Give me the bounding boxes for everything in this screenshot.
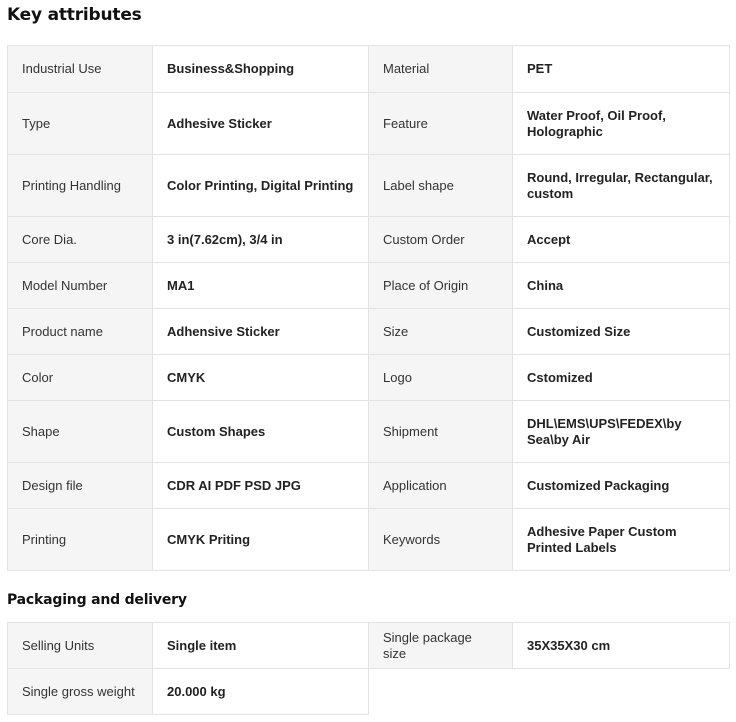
attribute-name: Industrial Use [8,46,153,93]
attribute-name: Core Dia. [8,217,153,263]
key-attributes-table [7,45,730,571]
attribute-value: Adhesive Sticker [153,93,369,155]
attribute-row [8,401,730,463]
attribute-row [8,669,730,715]
attribute-name: Keywords [369,509,513,571]
attribute-name: Model Number [8,263,153,309]
attribute-name: Printing Handling [8,155,153,217]
attribute-name: Selling Units [8,623,153,669]
attribute-name: Application [369,463,513,509]
empty-cell [513,669,730,715]
attribute-value: Color Printing, Digital Printing [153,155,369,217]
attribute-row [8,509,730,571]
attribute-row [8,623,730,669]
attribute-value: Customized Size [513,309,730,355]
attribute-name: Product name [8,309,153,355]
attribute-name: Single gross weight [8,669,153,715]
key-attributes-title: Key attributes [7,5,142,25]
attribute-name: Single package size [369,623,513,669]
attribute-name: Printing [8,509,153,571]
attribute-value: 3 in(7.62cm), 3/4 in [153,217,369,263]
attribute-value: CDR AI PDF PSD JPG [153,463,369,509]
attribute-name: Feature [369,93,513,155]
attribute-row [8,355,730,401]
attribute-row [8,93,730,155]
packaging-delivery-table [7,622,730,715]
attribute-value: Business&Shopping [153,46,369,93]
attribute-value: CMYK [153,355,369,401]
attribute-value: 20.000 kg [153,669,369,715]
attribute-name: Design file [8,463,153,509]
attribute-row [8,217,730,263]
attribute-value: Single item [153,623,369,669]
attribute-name: Type [8,93,153,155]
attribute-row [8,155,730,217]
attribute-value: PET [513,46,730,93]
attribute-name: Material [369,46,513,93]
attribute-name: Shipment [369,401,513,463]
attribute-row [8,309,730,355]
packaging-delivery-title: Packaging and delivery [7,592,187,608]
attribute-value: China [513,263,730,309]
attribute-value: Water Proof, Oil Proof, Holographic [513,93,730,155]
attribute-row [8,263,730,309]
attribute-value: CMYK Priting [153,509,369,571]
attribute-name: Size [369,309,513,355]
attribute-value: Round, Irregular, Rectangular, custom [513,155,730,217]
attribute-value: MA1 [153,263,369,309]
attribute-value: Adhensive Sticker [153,309,369,355]
attribute-row [8,46,730,93]
attribute-value: DHL\EMS\UPS\FEDEX\by Sea\by Air [513,401,730,463]
attribute-name: Place of Origin [369,263,513,309]
attribute-value: Custom Shapes [153,401,369,463]
attribute-name: Color [8,355,153,401]
empty-cell [369,669,513,715]
attribute-value: Accept [513,217,730,263]
attribute-row [8,463,730,509]
attribute-value: Adhesive Paper Custom Printed Labels [513,509,730,571]
attribute-name: Logo [369,355,513,401]
attribute-value: Cstomized [513,355,730,401]
attribute-value: 35X35X30 cm [513,623,730,669]
attribute-name: Custom Order [369,217,513,263]
attribute-name: Label shape [369,155,513,217]
attribute-name: Shape [8,401,153,463]
attribute-value: Customized Packaging [513,463,730,509]
